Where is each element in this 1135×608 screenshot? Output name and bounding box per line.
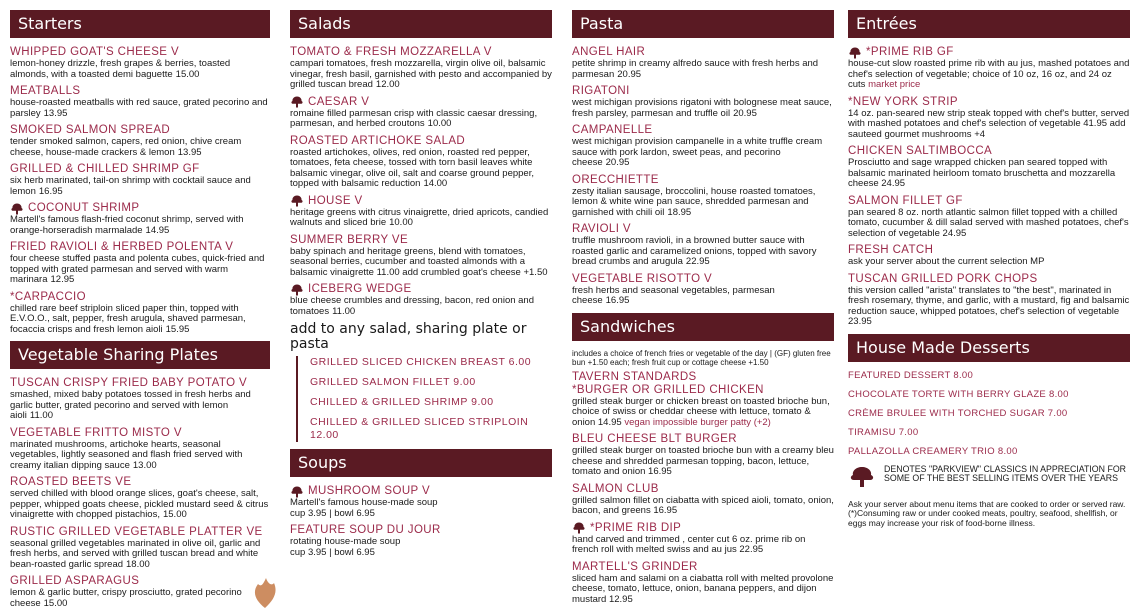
item-name-text: *PRIME RIB GF bbox=[866, 46, 954, 58]
item-desc-text: 14 oz. pan-seared new strip steak topped with chef's butter, served with mashed potatoes and chef's selection of vegetable 41.95 add sauteed gourmet mushrooms +4 bbox=[848, 107, 1130, 140]
item-desc-text: roasted artichokes, olives, red onion, roasted red pepper, tomatoes, feta cheese, tossed with torn basil leaves white balsamic vinegar, olive oil, salt and coarse ground pepper, topped with balsamic reduction bbox=[290, 146, 534, 189]
item-name-text: ROASTED ARTICHOKE SALAD bbox=[290, 134, 466, 147]
item-desc-text: west michigan provisions rigatoni with bolognese meat sauce, fresh parsley, parmesan and truffle oil bbox=[572, 97, 832, 119]
menu-item bbox=[572, 561, 834, 606]
menu-item-subname: *BURGER OR GRILLED CHICKEN bbox=[572, 383, 764, 396]
menu-item-desc bbox=[290, 537, 552, 558]
menu-item bbox=[10, 46, 270, 80]
menu-item bbox=[848, 96, 1130, 141]
item-desc-text: Martell's famous flash-fried coconut shrimp, served with orange-horseradish marmalade bbox=[10, 214, 244, 236]
menu-item-desc bbox=[572, 59, 834, 80]
item-name-text: VEGETABLE RISOTTO V bbox=[572, 272, 713, 285]
item-name-text: SMOKED SALMON SPREAD bbox=[10, 124, 171, 136]
entrees-list bbox=[848, 46, 1130, 328]
item-desc-text: lemon & garlic butter, crispy prosciutto, grated pecorino cheese bbox=[10, 587, 242, 608]
addons-list bbox=[296, 356, 552, 442]
item-name-text: CAESAR V bbox=[308, 95, 370, 108]
menu-item bbox=[290, 195, 552, 229]
menu-item-desc bbox=[10, 489, 270, 521]
soups-list bbox=[290, 485, 552, 558]
item-desc-text: house-cut slow roasted prime rib with au jus, mashed potatoes and chef's selection of vegetable; choice of 10 oz, 16 oz, and 24 oz cuts bbox=[848, 58, 1130, 90]
menu-item bbox=[10, 526, 270, 571]
raw-food-disclaimer: Ask your server about menu items that are cooked to order or served raw. (*)Consuming raw or under cooked meats, poultry, seafood, shellfish, or eggs may increase your risk of food-borne illness. bbox=[848, 498, 1126, 528]
item-price: 20.95 bbox=[605, 157, 630, 168]
item-desc-text: six herb marinated, tail-on shrimp with cocktail sauce and lemon bbox=[10, 175, 251, 197]
item-desc-text: petite shrimp in creamy alfredo sauce with fresh herbs and parmesan bbox=[572, 58, 819, 80]
item-desc-text: grilled salmon fillet on ciabatta with spiced aioli, tomato, onion, bacon, and greens 16.95 bbox=[572, 494, 834, 516]
starters-list bbox=[10, 46, 270, 335]
item-price: 18.95 bbox=[667, 206, 692, 218]
menu-item-desc bbox=[572, 98, 834, 119]
item-name-text: HOUSE V bbox=[308, 194, 363, 207]
item-name-text: TAVERN STANDARDS bbox=[572, 370, 697, 383]
menu-item bbox=[848, 46, 1130, 91]
item-desc-text: grilled steak burger on toasted brioche bun with a creamy bleu cheese and shredded parmesan topping, bacon, lettuce, tomato and onion 16.95 bbox=[572, 445, 834, 477]
item-desc-text: blue cheese crumbles and dressing, bacon, red onion and tomatoes bbox=[290, 295, 534, 317]
salads-list bbox=[290, 46, 552, 317]
menu-item bbox=[572, 522, 834, 556]
item-name-text: COCONUT SHRIMP bbox=[28, 202, 140, 214]
menu-item bbox=[572, 433, 834, 478]
menu-item-desc bbox=[10, 59, 270, 80]
menu-item bbox=[10, 241, 270, 286]
menu-item bbox=[10, 575, 270, 608]
item-name-text: TOMATO & FRESH MOZZARELLA V bbox=[290, 46, 492, 58]
menu-item-desc bbox=[290, 296, 552, 317]
item-name-text: GRILLED ASPARAGUS bbox=[10, 575, 140, 587]
menu-item-desc bbox=[10, 390, 270, 422]
item-extra: vegan impossible burger patty (+2) bbox=[624, 416, 771, 428]
tree-icon bbox=[848, 47, 862, 59]
addon-item: GRILLED SALMON FILLET 9.00 bbox=[310, 376, 476, 388]
autumn-leaf-decoration bbox=[240, 578, 290, 608]
item-desc-text: zesty italian sausage, broccolini, house roasted tomatoes, lemon & white wine pan sauce, shredded parmesan and garnished with chili oil bbox=[572, 185, 816, 218]
menu-item bbox=[10, 476, 270, 521]
addon-item: GRILLED SLICED CHICKEN BREAST 6.00 bbox=[310, 356, 532, 368]
item-name-text: SUMMER BERRY VE bbox=[290, 233, 409, 246]
menu-item-desc bbox=[848, 59, 1130, 91]
item-price: 13.00 bbox=[132, 459, 157, 471]
menu-item-desc bbox=[572, 137, 834, 169]
menu-item-desc bbox=[572, 236, 834, 268]
item-name-text: *PRIME RIB DIP bbox=[590, 521, 682, 534]
menu-item-desc bbox=[572, 187, 834, 219]
menu-item-desc bbox=[290, 148, 552, 190]
menu-item-desc bbox=[10, 98, 270, 119]
pasta-list bbox=[572, 46, 834, 307]
menu-item-desc bbox=[848, 109, 1130, 141]
section-header-desserts: House Made Desserts bbox=[848, 334, 1130, 362]
item-name-text: ICEBERG WEDGE bbox=[308, 283, 412, 295]
item-price: 15.00 bbox=[43, 597, 68, 608]
item-name-text: MEATBALLS bbox=[10, 85, 81, 97]
item-price: 10.00 bbox=[427, 118, 452, 129]
item-price: 18.00 bbox=[126, 558, 150, 570]
menu-item bbox=[572, 483, 834, 517]
menu-item-desc bbox=[10, 254, 270, 286]
item-desc-text: fresh herbs and seasonal vegetables, parmesan cheese bbox=[572, 284, 775, 306]
item-price: 13.95 bbox=[43, 107, 68, 119]
menu-item-desc bbox=[848, 257, 1130, 268]
item-name-text: RIGATONI bbox=[572, 85, 630, 97]
dessert-item: PALLAZOLLA CREAMERY TRIO 8.00 bbox=[848, 445, 1018, 457]
item-price: 15.00 bbox=[175, 68, 200, 80]
tree-icon bbox=[10, 203, 24, 215]
menu-item-desc bbox=[10, 440, 270, 472]
section-header-salads: Salads bbox=[290, 10, 552, 38]
column-salads bbox=[290, 0, 552, 608]
column-starters bbox=[10, 0, 270, 608]
item-desc-text: romaine filled parmesan crisp with classic caesar dressing, parmesan, and herbed croutons bbox=[290, 107, 538, 129]
menu-item bbox=[290, 283, 552, 317]
item-price: 10.00 bbox=[389, 217, 413, 228]
menu-item-desc bbox=[10, 137, 270, 158]
menu-item bbox=[848, 244, 1130, 268]
addon-item: CHILLED & GRILLED SHRIMP 9.00 bbox=[310, 396, 494, 408]
classics-legend bbox=[848, 465, 1130, 494]
item-name-text: CAMPANELLE bbox=[572, 124, 653, 136]
menu-item bbox=[10, 124, 270, 158]
column-pasta bbox=[572, 0, 834, 608]
menu-item-desc bbox=[10, 215, 270, 236]
menu-item-desc bbox=[10, 304, 270, 336]
item-price: 22.95 bbox=[685, 256, 710, 267]
item-desc-text: heritage greens with citrus vinaigrette, dried apricots, candied walnuts and sliced brie bbox=[290, 206, 549, 228]
item-price: 15.95 bbox=[165, 323, 190, 335]
item-name-text: BLEU CHEESE BLT BURGER bbox=[572, 433, 737, 445]
item-name-text: SALMON CLUB bbox=[572, 482, 659, 495]
menu-item-desc bbox=[572, 446, 834, 478]
menu-item-desc bbox=[290, 59, 552, 91]
menu-item-desc bbox=[572, 397, 834, 429]
menu-item bbox=[572, 46, 834, 80]
item-name-text: MUSHROOM SOUP V bbox=[308, 485, 431, 497]
menu-item bbox=[290, 234, 552, 279]
menu-item bbox=[572, 273, 834, 307]
item-price: 15.00 bbox=[162, 509, 187, 520]
section-header-soups: Soups bbox=[290, 449, 552, 477]
veg-list bbox=[10, 377, 270, 608]
item-desc-text: hand carved and trimmed , center cut 6 oz. prime rib on french roll with melted swiss and au jus 22.95 bbox=[572, 533, 806, 555]
dessert-item: FEATURED DESSERT 8.00 bbox=[848, 369, 974, 381]
item-desc-text: Prosciutto and sage wrapped chicken pan seared topped with balsamic marinated heirloom tomato bruschetta and mozzarella cheese 24.95 bbox=[848, 157, 1116, 189]
tree-icon bbox=[290, 486, 304, 498]
item-name-text: WHIPPED GOAT'S CHEESE V bbox=[10, 46, 180, 58]
dessert-item: TIRAMISU 7.00 bbox=[848, 426, 919, 438]
item-desc-text: campari tomatoes, fresh mozzarella, virgin olive oil, balsamic vinegar, fresh basil, garnished with pesto and accompanied by grilled tuscan bread bbox=[290, 58, 552, 90]
item-name-text: TUSCAN GRILLED PORK CHOPS bbox=[848, 272, 1038, 285]
item-desc-text: house-roasted meatballs with red sauce, grated pecorino and parsley bbox=[10, 97, 268, 119]
menu-item bbox=[290, 135, 552, 190]
item-desc-text: tender smoked salmon, capers, red onion, chive cream cheese, house-made crackers & lemon bbox=[10, 136, 242, 158]
menu-item bbox=[290, 485, 552, 519]
item-desc-text: truffle mushroom ravioli, in a browned butter sauce with roasted garlic and caramelized onions, topped with savory bread crumbs and arugula bbox=[572, 235, 817, 267]
desserts-list bbox=[848, 370, 1130, 457]
item-desc-text: lemon-honey drizzle, fresh grapes & berries, toasted almonds, with a toasted demi baguette bbox=[10, 58, 231, 80]
item-extra: market price bbox=[868, 79, 921, 90]
item-desc-text: rotating house-made soup bbox=[290, 536, 401, 547]
item-name-text: *CARPACCIO bbox=[10, 290, 86, 303]
menu-item-desc bbox=[572, 286, 834, 307]
menu-item bbox=[290, 46, 552, 91]
menu-item bbox=[10, 377, 270, 422]
addon-item: CHILLED & GRILLED SLICED STRIPLOIN 12.00 bbox=[310, 416, 529, 441]
menu-item bbox=[10, 202, 270, 236]
menu-item-desc bbox=[290, 498, 552, 519]
item-name-text: FRIED RAVIOLI & HERBED POLENTA V bbox=[10, 241, 234, 253]
item-price: 16.95 bbox=[605, 295, 630, 306]
item-price-line: cup 3.95 | bowl 6.95 bbox=[290, 546, 375, 558]
item-name-text: GRILLED & CHILLED SHRIMP GF bbox=[10, 163, 200, 175]
menu-item-desc bbox=[290, 247, 552, 279]
item-desc-text: pan seared 8 oz. north atlantic salmon fillet topped with a chilled tomato, cucumber & dill salad served with mashed potatoes, chef's selection of vegetable 24.95 bbox=[848, 206, 1129, 239]
menu-item bbox=[572, 85, 834, 119]
item-name-text: MARTELL'S GRINDER bbox=[572, 560, 698, 573]
item-name-text: CHICKEN SALTIMBOCCA bbox=[848, 145, 993, 157]
item-name-text: FEATURE SOUP DU JOUR bbox=[290, 524, 441, 536]
menu-item bbox=[848, 273, 1130, 328]
item-price: 11.00 bbox=[332, 305, 356, 317]
menu-item-desc bbox=[848, 208, 1130, 240]
item-price: 13.95 bbox=[177, 146, 202, 158]
item-desc-text: seasonal grilled vegetables marinated in olive oil, garlic and fresh herbs, and served with grilled tuscan bread and white bean-roasted garlic spread bbox=[10, 537, 261, 570]
addons-title: add to any salad, sharing plate or pasta bbox=[290, 321, 527, 352]
section-header-sandwiches: Sandwiches bbox=[572, 313, 834, 341]
item-desc-text: this version called "arista" translates to "the best", marinated in fresh rosemary, thyme, and garlic, with a mustard, fig and balsamic reduction sauce, whipped potatoes, chef's selection of vegetable 23.95 bbox=[848, 284, 1130, 327]
item-name-text: RUSTIC GRILLED VEGETABLE PLATTER VE bbox=[10, 525, 263, 538]
sandwiches-list bbox=[572, 371, 834, 606]
menu-item bbox=[848, 145, 1130, 190]
menu-item bbox=[572, 124, 834, 169]
item-name-text: SALMON FILLET GF bbox=[848, 194, 963, 207]
tree-icon bbox=[572, 522, 586, 534]
tree-icon bbox=[848, 465, 876, 494]
menu-item-desc bbox=[848, 158, 1130, 190]
item-desc-text: Martell's famous house-made soup bbox=[290, 497, 438, 508]
item-desc-text: chilled rare beef striploin sliced paper thin, topped with E.V.O.O., salt, pepper, fresh arugula, shaved parmesan, focaccia crisps and fresh lemon aioli bbox=[10, 302, 246, 335]
item-desc-text: four cheese stuffed pasta and polenta cubes, quick-fried and topped with grated parmesan and served with warm marinara bbox=[10, 253, 265, 285]
menu-item-desc bbox=[572, 574, 834, 606]
menu-item bbox=[10, 85, 270, 119]
menu-item bbox=[848, 195, 1130, 240]
item-desc-text: ask your server about the current selection MP bbox=[848, 256, 1045, 267]
menu-item-desc bbox=[848, 286, 1130, 328]
legend-text: DENOTES "PARKVIEW" CLASSICS IN APPRECIATION FOR SOME OF THE BEST SELLING ITEMS OVER THE YEARS bbox=[884, 463, 1127, 483]
item-price: 20.95 bbox=[733, 107, 757, 119]
section-header-entrees: Entrées bbox=[848, 10, 1130, 38]
item-price: 20.95 bbox=[617, 68, 642, 80]
item-desc-text: baby spinach and heritage greens, blend with tomatoes, seasonal berries, cucumber and toasted almonds with a balsamic vinaigrette 11.00 add crumbled goat's cheese +1.50 bbox=[290, 245, 548, 278]
section-header-starters: Starters bbox=[10, 10, 270, 38]
tree-icon bbox=[290, 195, 304, 207]
menu-item bbox=[10, 291, 270, 336]
item-name-text: VEGETABLE FRITTO MISTO V bbox=[10, 426, 182, 439]
item-name-text: TUSCAN CRISPY FRIED BABY POTATO V bbox=[10, 377, 248, 389]
item-desc-text: marinated mushrooms, artichoke hearts, seasonal vegetables, lightly seasoned and flash fried served with creamy italian dipping sauce bbox=[10, 438, 243, 471]
item-name-text: ROASTED BEETS VE bbox=[10, 476, 132, 488]
item-price: 16.95 bbox=[38, 185, 63, 197]
menu-item bbox=[10, 163, 270, 197]
item-name-text: ANGEL HAIR bbox=[572, 46, 646, 58]
menu-item-desc bbox=[572, 535, 834, 556]
menu-item-desc bbox=[10, 539, 270, 571]
menu-item-desc bbox=[290, 109, 552, 130]
menu-item-desc bbox=[572, 496, 834, 517]
item-price: 14.00 bbox=[423, 178, 448, 189]
menu-item bbox=[10, 427, 270, 472]
item-desc-text: served chilled with blood orange slices, goat's cheese, salt, pepper, whipped goats cheese, pickled mustard seed & citrus vinaigrette with chopped pistachios, bbox=[10, 488, 269, 520]
item-desc-text: smashed, mixed baby potatoes tossed in fresh herbs and garlic butter, grated pecorino and served with lemon aioli bbox=[10, 389, 251, 421]
menu-item-desc bbox=[10, 176, 270, 197]
menu-item bbox=[290, 96, 552, 130]
item-price: 11.00 bbox=[29, 410, 53, 421]
item-desc-text: sliced ham and salami on a ciabatta roll with melted provolone cheese, tomato, lettuce, onion, banana peppers, and dijon mustard 12.95 bbox=[572, 572, 834, 605]
section-header-veg: Vegetable Sharing Plates bbox=[10, 341, 270, 369]
dessert-item: CRÈME BRULEE WITH TORCHED SUGAR 7.00 bbox=[848, 407, 1068, 419]
tree-icon bbox=[290, 96, 304, 108]
item-price: 12.00 bbox=[375, 79, 400, 90]
item-desc-text: west michigan provision campanelle in a white truffle cream sauce with pork lardon, sweet peas, and pecorino cheese bbox=[572, 136, 823, 168]
tree-icon bbox=[290, 284, 304, 296]
item-name-text: RAVIOLI V bbox=[572, 223, 631, 235]
item-price: 12.95 bbox=[50, 274, 75, 285]
menu-item-name bbox=[572, 371, 834, 384]
menu-item bbox=[572, 223, 834, 268]
item-price: 14.95 bbox=[145, 224, 170, 236]
dessert-item: CHOCOLATE TORTE WITH BERRY GLAZE 8.00 bbox=[848, 388, 1069, 400]
section-header-pasta: Pasta bbox=[572, 10, 834, 38]
column-entrees bbox=[848, 0, 1130, 608]
item-name-text: *NEW YORK STRIP bbox=[848, 95, 958, 108]
item-name-text: ORECCHIETTE bbox=[572, 173, 659, 186]
menu-item bbox=[290, 524, 552, 558]
menu-item-desc bbox=[290, 208, 552, 229]
menu-item bbox=[572, 174, 834, 219]
sandwich-intro: includes a choice of french fries or vegetable of the day | (GF) gluten free bun +1.50 each; fresh fruit cup or cottage cheese +1.50 bbox=[572, 348, 831, 367]
menu-item-desc bbox=[10, 588, 270, 608]
item-desc-text: grilled steak burger or chicken breast on toasted brioche bun, choice of swiss or cheddar cheese with lettuce, tomato & onion 14.95 bbox=[572, 395, 830, 428]
menu-item bbox=[572, 371, 834, 429]
item-name-text: FRESH CATCH bbox=[848, 244, 934, 256]
item-price-line: cup 3.95 | bowl 6.95 bbox=[290, 507, 375, 519]
